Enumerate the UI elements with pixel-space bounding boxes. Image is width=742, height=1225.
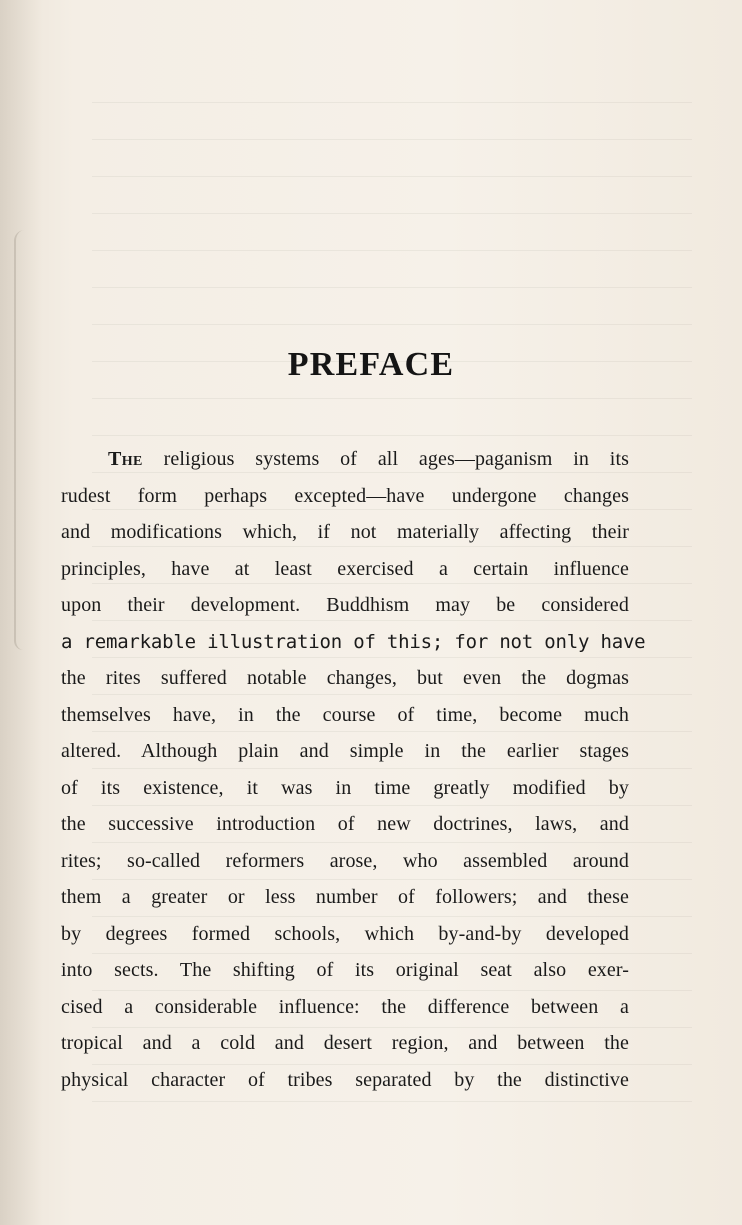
- show-through-line: [92, 288, 692, 325]
- show-through-line: [92, 140, 692, 177]
- show-through-line: [92, 214, 692, 251]
- text-line: themselves have, in the course of time, become much: [61, 703, 629, 726]
- text-line: a remarkable illustration of this; for not only have: [61, 630, 646, 653]
- text-line: rudest form perhaps excepted—have undergone changes: [61, 484, 629, 507]
- text-line: the successive introduction of new doctrines, laws, and: [61, 813, 629, 835]
- text-line: tropical and a cold and desert region, and between the: [61, 1032, 629, 1054]
- text-line: of its existence, it was in time greatly modified by: [61, 776, 629, 799]
- show-through-line: [92, 66, 692, 103]
- text-line: altered. Although plain and simple in the earlier stages: [61, 740, 629, 762]
- text-line: physical character of tribes separated by the distinctive: [61, 1068, 629, 1091]
- first-line-rest: religious systems of all ages—paganism in its: [163, 448, 629, 470]
- text-line: cised a considerable influence: the difference between a: [61, 995, 629, 1018]
- show-through-line: [92, 251, 692, 288]
- text-line: [61, 441, 629, 478]
- text-line: into sects. The shifting of its original seat also exer-: [61, 959, 629, 981]
- text-line: by degrees formed schools, which by-and-by developed: [61, 922, 629, 945]
- text-line: rites; so-called reformers arose, who assembled around: [61, 849, 629, 872]
- text-line: upon their development. Buddhism may be considered: [61, 594, 629, 616]
- lead-word: The: [108, 448, 143, 470]
- show-through-line: [92, 177, 692, 214]
- page-title: PREFACE: [287, 345, 455, 383]
- text-line: and modifications which, if not materially affecting their: [61, 521, 629, 543]
- text-line: the rites suffered notable changes, but even the dogmas: [61, 667, 629, 689]
- show-through-line: [92, 399, 692, 436]
- preface-body: [61, 441, 646, 1098]
- show-through-line: [92, 103, 692, 140]
- text-line: principles, have at least exercised a certain influence: [61, 557, 629, 580]
- paper-edge-shadow: [14, 229, 34, 650]
- text-line: them a greater or less number of followers; and these: [61, 886, 629, 908]
